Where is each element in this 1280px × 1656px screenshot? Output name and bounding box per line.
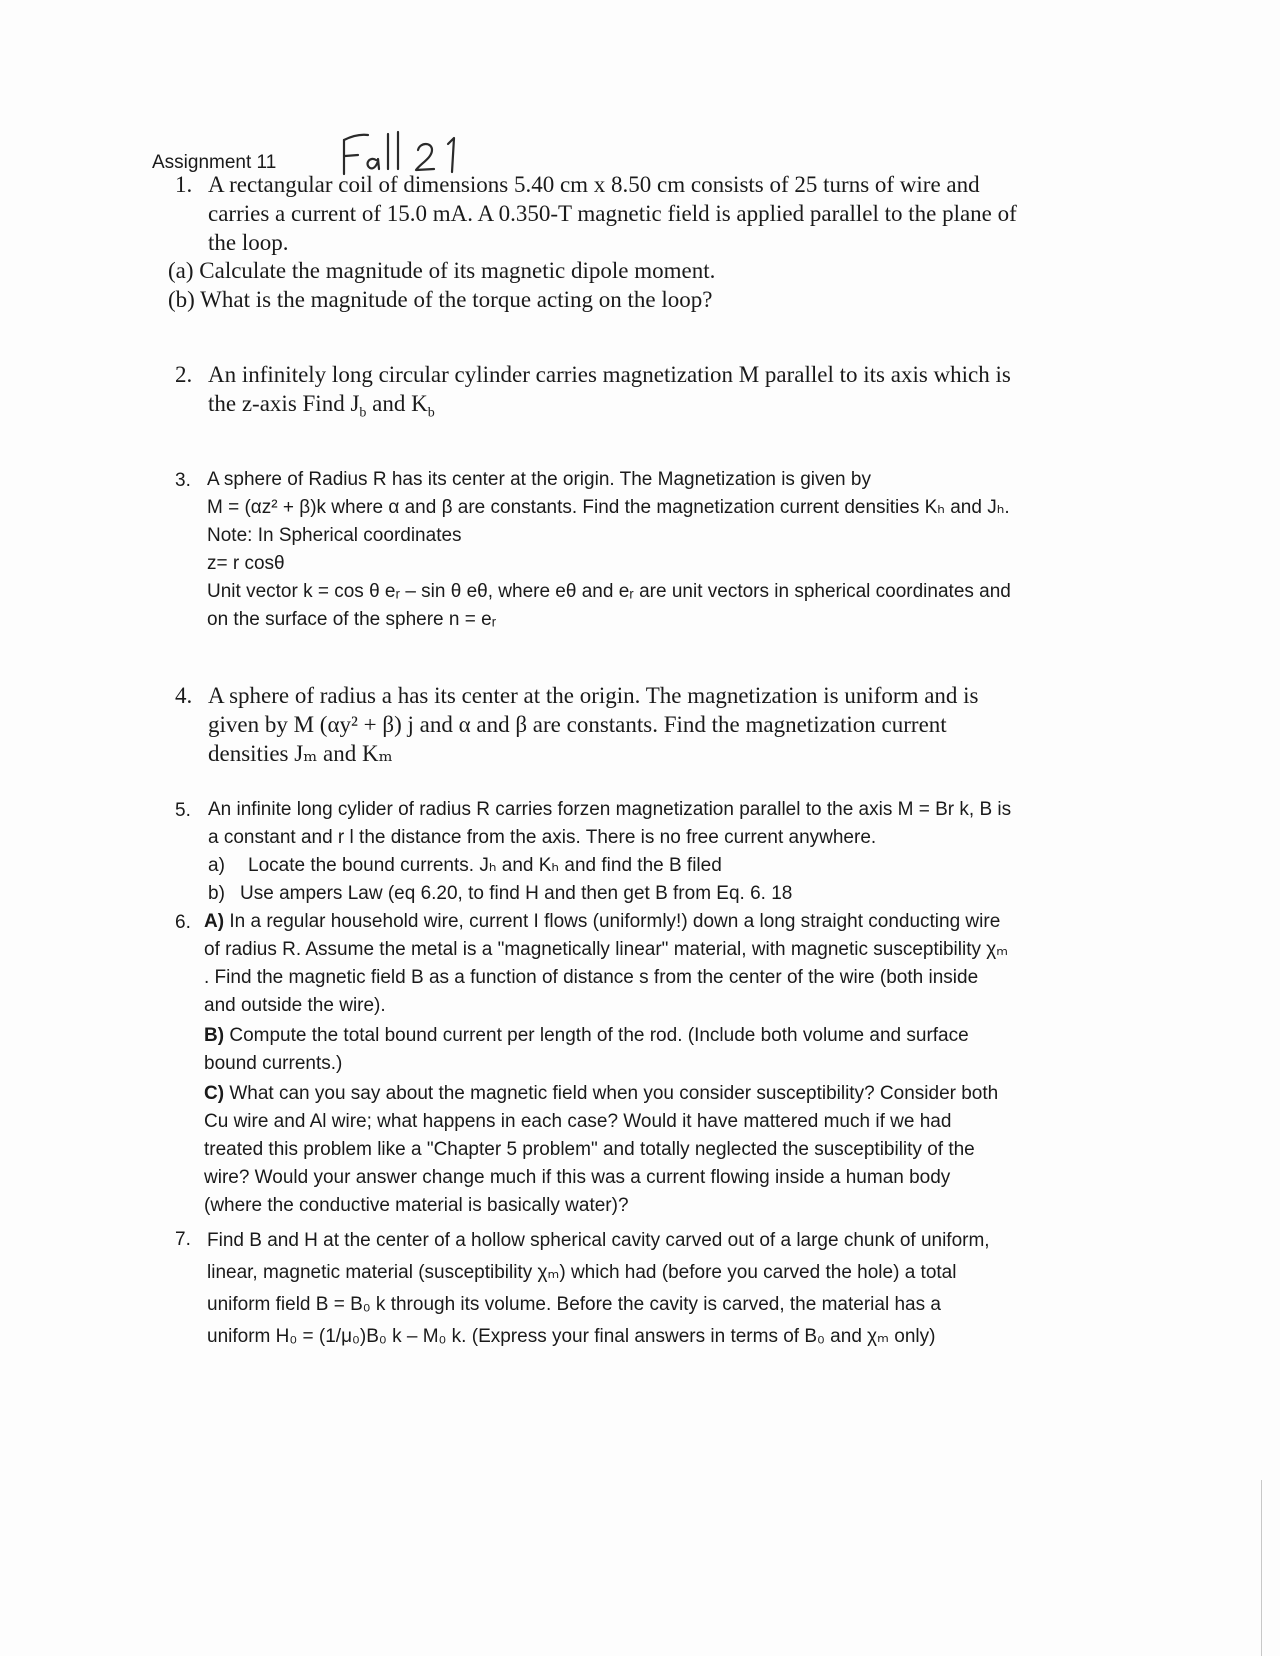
q3-line-6: on the surface of the sphere n = eᵣ <box>207 609 497 630</box>
q4-number: 4. <box>175 683 193 708</box>
q2-line-1: An infinitely long circular cylinder carries magnetization M parallel to its axis which is <box>208 362 1011 387</box>
q5-part-a-text: Locate the bound currents. Jₕ and Kₕ and find the B filed <box>248 855 722 876</box>
q6-c-line-1 <box>204 1080 1008 1108</box>
q1-line-1: A rectangular coil of dimensions 5.40 cm x 8.50 cm consists of 25 turns of wire and <box>208 172 980 197</box>
q6-b-label: B) <box>204 1025 225 1046</box>
q3-line-5: Unit vector k = cos θ eᵣ – sin θ eθ, where eθ and eᵣ are unit vectors in spherical coordinates and <box>207 581 1011 602</box>
q3-line-3: Note: In Spherical coordinates <box>207 525 462 546</box>
q1-number: 1. <box>175 172 193 197</box>
q2-sub-2: b <box>427 405 435 421</box>
q6-c-line-5: (where the conductive material is basically water)? <box>204 1195 629 1216</box>
q6-a-line-1 <box>204 908 1008 936</box>
q5-part-b-label: b) <box>208 883 225 904</box>
scan-edge-line <box>1261 1480 1262 1656</box>
q1-part-a-text: Calculate the magnitude of its magnetic dipole moment. <box>199 258 716 283</box>
q1-line-2: carries a current of 15.0 mA. A 0.350-T magnetic field is applied parallel to the plane of <box>208 201 1017 226</box>
q6-b-line-2: bound currents.) <box>204 1053 343 1074</box>
q3-number: 3. <box>175 470 191 491</box>
q2-line-2-b: and K <box>366 391 428 416</box>
q1-part-b-text: What is the magnitude of the torque acting on the loop? <box>200 287 713 312</box>
q6-a-line-2: of radius R. Assume the metal is a "magnetically linear" material, with magnetic susceptibility χₘ <box>204 939 1009 960</box>
q5-line-1: An infinite long cylider of radius R carries forzen magnetization parallel to the axis M = Br k, B is <box>208 799 1012 820</box>
q6-number: 6. <box>175 912 191 933</box>
q3-line-2: M = (αz² + β)k where α and β are constants. Find the magnetization current densities Kₕ and Jₕ. <box>207 497 1010 518</box>
q4-line-2: given by M (αy² + β) j and α and β are constants. Find the magnetization current <box>208 712 947 737</box>
q7-text <box>207 1225 990 1353</box>
q5-part-a <box>208 852 1011 880</box>
q5-part-a-label: a) <box>208 855 225 876</box>
q1-text <box>208 170 1017 257</box>
q7-line-1: Find B and H at the center of a hollow spherical cavity carved out of a large chunk of uniform, <box>207 1230 990 1251</box>
q4-text <box>208 681 979 768</box>
q5-number: 5. <box>175 800 191 821</box>
q6-text <box>204 908 1008 1220</box>
q1-part-b-label: (b) <box>168 287 195 312</box>
q3-line-1: A sphere of Radius R has its center at the origin. The Magnetization is given by <box>207 469 871 490</box>
q2-number: 2. <box>175 362 193 387</box>
q6-b-line-1-text: Compute the total bound current per length of the rod. (Include both volume and surface <box>229 1025 969 1046</box>
q7-line-2: linear, magnetic material (susceptibility χₘ) which had (before you carved the hole) a total <box>207 1262 957 1283</box>
q6-b-line-1 <box>204 1022 1008 1050</box>
q5-text <box>208 796 1011 908</box>
q5-line-2: a constant and r l the distance from the axis. There is no free current anywhere. <box>208 827 877 848</box>
q7-line-4: uniform H₀ = (1/μ₀)B₀ k – M₀ k. (Express your final answers in terms of B₀ and χₘ only) <box>207 1326 936 1347</box>
q6-c-label: C) <box>204 1083 225 1104</box>
q2-sub-1: b <box>359 405 367 421</box>
q1-part-b <box>168 285 712 314</box>
q4-line-3: densities Jₘ and Kₘ <box>208 741 393 766</box>
q6-a-line-1-text: In a regular household wire, current I flows (uniformly!) down a long straight conducting wire <box>229 911 1001 932</box>
q6-a-line-3: . Find the magnetic field B as a function of distance s from the center of the wire (both inside <box>204 967 979 988</box>
q7-number: 7. <box>175 1229 191 1250</box>
q5-part-b-text: Use ampers Law (eq 6.20, to find H and then get B from Eq. 6. 18 <box>240 883 793 904</box>
q1-part-a <box>168 256 715 285</box>
q6-a-line-4: and outside the wire). <box>204 995 386 1016</box>
q5-part-b <box>208 880 1011 908</box>
q6-a-label: A) <box>204 911 225 932</box>
q6-c-line-3: treated this problem like a "Chapter 5 problem" and totally neglected the susceptibility of the <box>204 1139 975 1160</box>
assignment-title: Assignment 11 <box>152 152 277 173</box>
q2-text <box>208 360 1011 428</box>
q2-line-2-a: the z-axis Find J <box>208 391 360 416</box>
q6-c-line-1-text: What can you say about the magnetic field when you consider susceptibility? Consider both <box>229 1083 999 1104</box>
q3-line-4: z= r cosθ <box>207 553 285 574</box>
q1-part-a-label: (a) <box>168 258 194 283</box>
q6-c-line-4: wire? Would your answer change much if this was a current flowing inside a human body <box>204 1167 951 1188</box>
q1-line-3: the loop. <box>208 230 289 255</box>
q2-line-2 <box>208 389 1011 428</box>
q3-text <box>207 466 1011 634</box>
q6-c-line-2: Cu wire and Al wire; what happens in each case? Would it have mattered much if we had <box>204 1111 952 1132</box>
q7-line-3: uniform field B = B₀ k through its volume. Before the cavity is carved, the material has a <box>207 1294 941 1315</box>
q4-line-1: A sphere of radius a has its center at the origin. The magnetization is uniform and is <box>208 683 979 708</box>
